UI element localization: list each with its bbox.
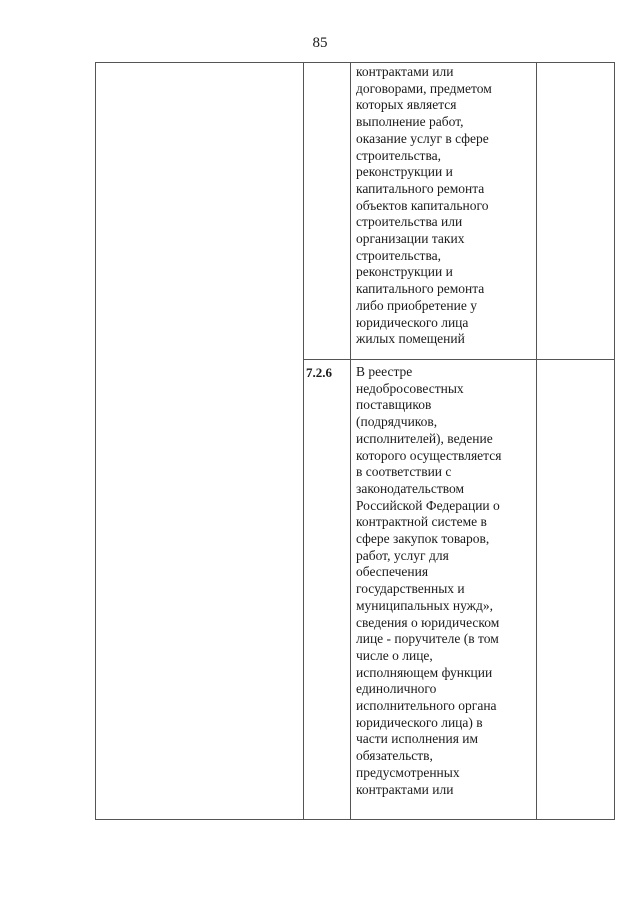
row-divider	[303, 359, 615, 360]
text-line: юридического лица	[356, 314, 469, 330]
row-description	[356, 364, 501, 798]
text-line: сфере закупок товаров,	[356, 531, 490, 547]
page-number: 85	[312, 35, 328, 51]
text-line: сведения о юридическом	[356, 614, 500, 630]
table-bottom-border	[95, 819, 615, 820]
text-line: недобросовестных	[356, 380, 464, 396]
text-line: либо приобретение у	[356, 297, 477, 313]
row-code: 7.2.6	[306, 365, 332, 380]
column-divider-2	[350, 62, 351, 820]
text-line: обеспечения	[356, 564, 429, 580]
text-line: реконструкции и	[356, 264, 453, 280]
text-line: строительства,	[356, 147, 442, 163]
text-line: которых является	[356, 97, 457, 113]
text-line: (подрядчиков,	[356, 414, 438, 430]
text-line: единоличного	[356, 681, 437, 697]
text-line: капитального ремонта	[356, 180, 485, 196]
text-line: лице - поручителе (в том	[356, 631, 499, 647]
text-line: организации таких	[356, 231, 465, 247]
text-line: муниципальных нужд»,	[356, 597, 493, 613]
text-line: предусмотренных	[356, 764, 460, 780]
text-line: поставщиков	[356, 397, 432, 413]
text-line: в соответствии с	[356, 464, 452, 480]
text-line: которого осуществляется	[356, 447, 502, 463]
text-line: договорами, предметом	[356, 80, 492, 96]
column-divider-3	[536, 62, 537, 820]
table-left-border	[95, 62, 96, 820]
table-top-border	[95, 62, 615, 63]
text-line: части исполнения им	[356, 731, 479, 747]
text-line: исполняющем функции	[356, 664, 493, 680]
text-line: реконструкции и	[356, 164, 453, 180]
text-line: контрактами или	[356, 64, 454, 79]
text-line: юридического лица) в	[356, 714, 483, 730]
text-line: В реестре	[356, 364, 413, 379]
text-line: контрактами или	[356, 781, 454, 797]
text-line: капитального ремонта	[356, 281, 485, 297]
text-line: строительства или	[356, 214, 463, 230]
table-right-border	[614, 62, 615, 820]
text-line: законодательством	[356, 480, 465, 496]
text-line: оказание услуг в сфере	[356, 130, 489, 146]
text-line: Российской Федерации о	[356, 497, 500, 513]
text-line: работ, услуг для	[356, 547, 449, 563]
text-line: числе о лице,	[356, 647, 433, 663]
text-line: объектов капитального	[356, 197, 489, 213]
text-line: контрактной системе в	[356, 514, 487, 530]
text-line: обязательств,	[356, 748, 433, 764]
text-line: строительства,	[356, 247, 442, 263]
row-description	[356, 64, 492, 348]
text-line: жилых помещений	[356, 331, 465, 347]
document-table	[95, 62, 615, 820]
column-divider-1	[303, 62, 304, 820]
text-line: государственных и	[356, 581, 465, 597]
text-line: исполнителей), ведение	[356, 430, 493, 446]
text-line: выполнение работ,	[356, 114, 464, 130]
text-line: исполнительного органа	[356, 698, 497, 714]
